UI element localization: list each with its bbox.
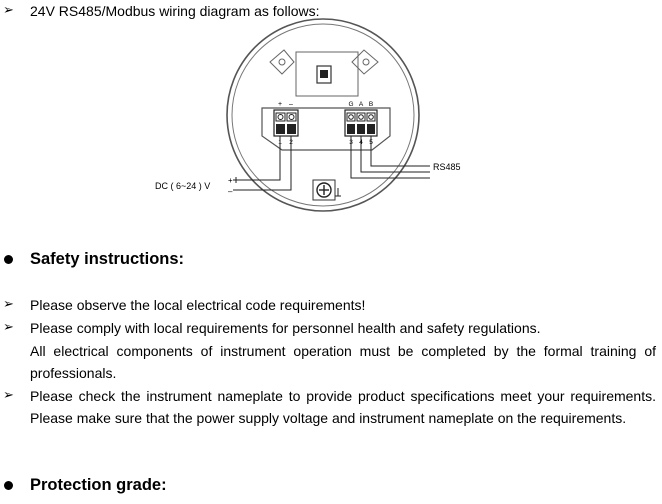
terminal-number-2: 2	[289, 139, 293, 146]
terminal-number-1: 1	[278, 139, 282, 146]
bullet-arrow-icon: ➢	[3, 297, 14, 312]
terminal-label-a: A	[358, 101, 364, 108]
bullet-arrow-icon: ➢	[3, 388, 14, 403]
dc-plus-sign: +	[228, 176, 233, 185]
safety-item-text: All electrical components of instrument operation must be completed by the formal training of	[30, 343, 656, 359]
protection-heading: Protection grade:	[30, 476, 167, 494]
rs485-wires	[351, 136, 430, 178]
terminal-number-4: 4	[359, 139, 363, 146]
terminal-label-g: G	[348, 101, 354, 108]
safety-item-text: Please make sure that the power supply voltage and instrument nameplate on the requirements.	[30, 410, 627, 426]
safety-item-text: professionals.	[30, 365, 117, 381]
dc-minus-sign: –	[228, 187, 233, 196]
terminal-label-plus: +	[277, 101, 283, 108]
housing-inner-ring	[232, 24, 414, 206]
heading-bullet-icon	[4, 481, 13, 490]
safety-item-text: Please observe the local electrical code requirements!	[30, 297, 366, 313]
bullet-arrow-icon: ➢	[3, 320, 14, 335]
board-connector-pin	[320, 70, 328, 78]
bullet-arrow-icon: ➢	[3, 3, 14, 18]
terminal-block-rs485	[345, 110, 377, 136]
ground-screw-icon	[313, 180, 341, 200]
safety-item-text: Please comply with local requirements for personnel health and safety regulations.	[30, 320, 541, 336]
terminal-number-3: 3	[349, 139, 353, 146]
dc-voltage-label: DC ( 6~24 ) V	[155, 181, 211, 191]
safety-heading: Safety instructions:	[30, 250, 185, 268]
terminal-block-power	[274, 110, 298, 136]
rs485-label: RS485	[433, 162, 461, 172]
safety-item-text: Please check the instrument nameplate to provide product specifications meet your requirements.	[30, 388, 656, 404]
terminal-label-b: B	[368, 101, 374, 108]
terminal-number-5: 5	[369, 139, 373, 146]
wiring-diagram	[0, 0, 662, 230]
intro-text: 24V RS485/Modbus wiring diagram as follows:	[30, 3, 320, 19]
terminal-label-minus: –	[289, 101, 293, 108]
heading-bullet-icon	[4, 255, 13, 264]
